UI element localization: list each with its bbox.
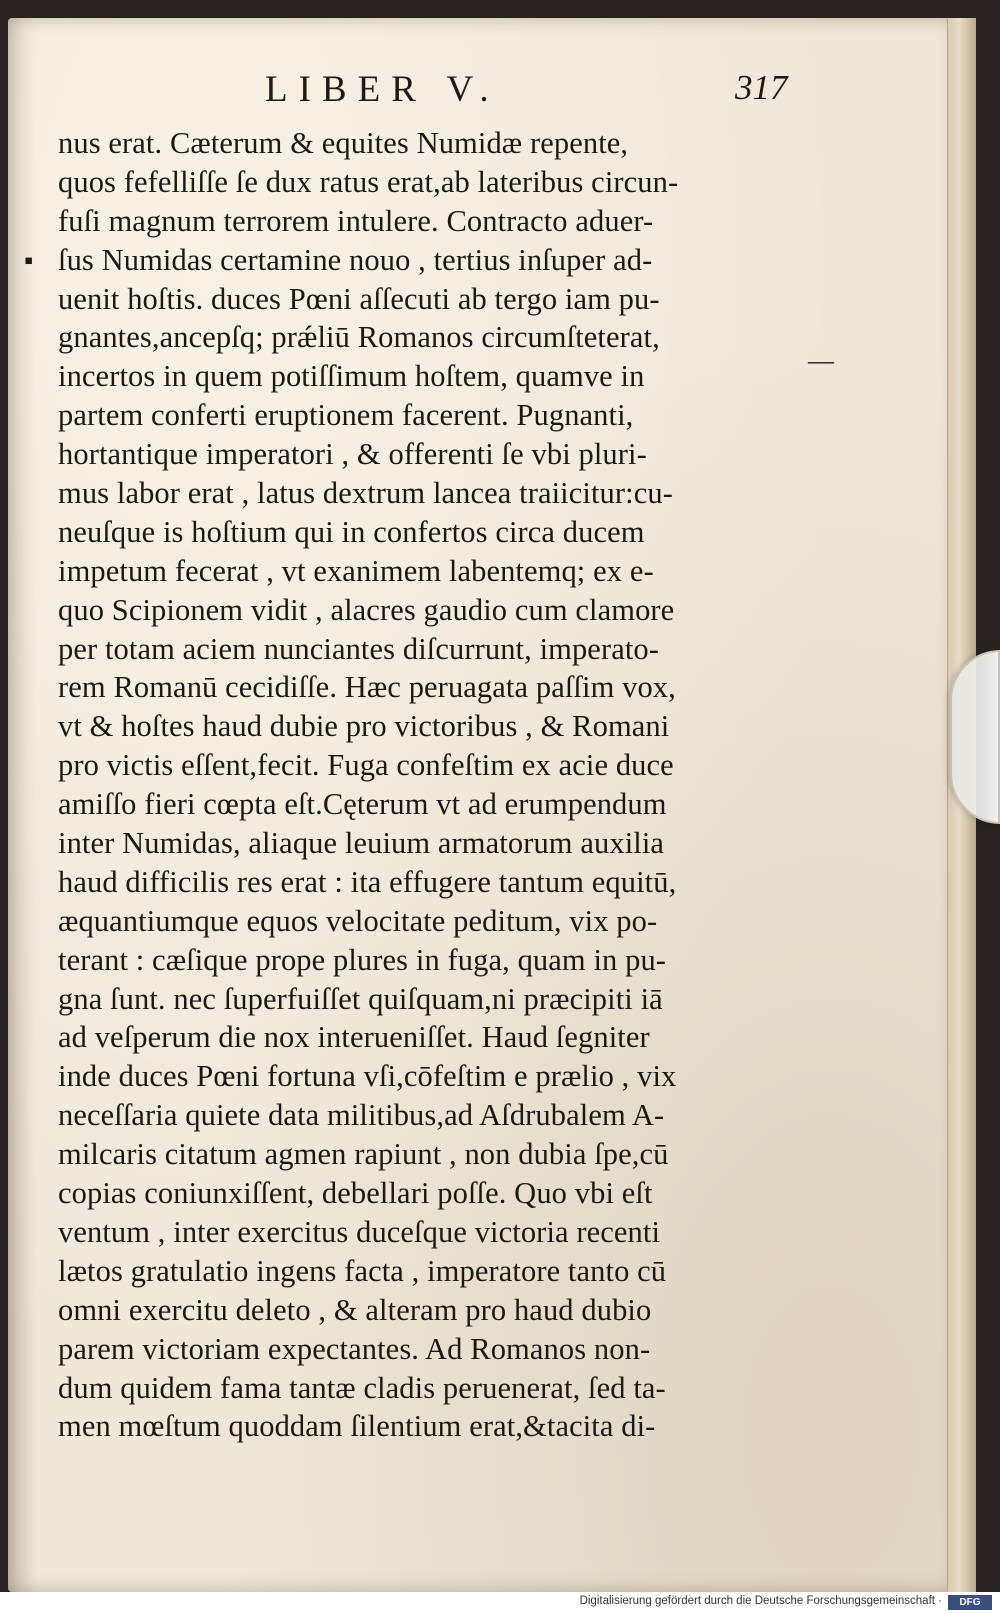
text-line: quo Scipionem vidit , alacres gaudio cum clamore — [58, 592, 675, 627]
page-number: 317 — [735, 68, 788, 107]
right-margin-mark: — — [808, 346, 834, 375]
text-line: impetum fecerat , vt exanimem labentemq; ex e- — [58, 553, 654, 588]
text-line: æquantiumque equos velocitate peditum, vix po- — [58, 903, 658, 938]
text-line: gnantes,ancepſq; prǽliū Romanos circumſteterat, — [58, 320, 660, 355]
body-text — [58, 124, 798, 1446]
text-line: hortantique imperatori , & offerenti ſe vbi pluri- — [58, 437, 647, 472]
text-line: gna ſunt. nec ſuperfuiſſet quiſquam,ni præcipiti iā — [58, 981, 663, 1016]
text-line: inde duces Pœni fortuna vſi,cōfeſtim e prælio , vix — [58, 1059, 677, 1094]
text-line: inter Numidas, aliaque leuium armatorum auxilia — [58, 826, 665, 861]
text-line: vt & hoſtes haud dubie pro victoribus , & Romani — [58, 709, 670, 744]
text-line: fuſi magnum terrorem intulere. Contracto aduer- — [58, 203, 654, 238]
text-line: neceſſaria quiete data militibus,ad Aſdrubalem A- — [58, 1098, 665, 1133]
text-line: partem conferti eruptionem facerent. Pugnanti, — [58, 398, 634, 433]
text-line: dum quidem fama tantæ cladis peruenerat, ſed ta- — [58, 1370, 666, 1405]
digitization-credit: Digitalisierung gefördert durch die Deutsche Forschungsgemeinschaft · — [579, 1595, 942, 1607]
text-line: amiſſo fieri cœpta eſt.Cęterum vt ad erumpendum — [58, 787, 667, 822]
text-line: terant : cæſique prope plures in fuga, quam in pu- — [58, 942, 667, 977]
text-line: men mœſtum quoddam ſilentium erat,&tacita di- — [58, 1409, 656, 1444]
text-line: ventum , inter exercitus duceſque victoria recenti — [58, 1214, 661, 1249]
text-line: parem victoriam expectantes. Ad Romanos non- — [58, 1331, 651, 1366]
left-margin-mark: ▪ — [24, 246, 34, 275]
text-line: rem Romanū cecidiſſe. Hæc peruagata paſſim vox, — [58, 670, 676, 705]
text-line: milcaris citatum agmen rapiunt , non dubia ſpe,cū — [58, 1137, 669, 1172]
page-tab-marker — [950, 650, 1000, 824]
text-line: uenit hoſtis. duces Pœni aſſecuti ab tergo iam pu- — [58, 281, 660, 316]
digitization-footer — [0, 1592, 1000, 1614]
text-line: haud difficilis res erat : ita effugere tantum equitū, — [58, 864, 677, 899]
text-line: quos fefelliſſe ſe dux ratus erat,ab lateribus circun- — [58, 164, 679, 199]
text-line: per totam aciem nunciantes diſcurrunt, imperato- — [58, 631, 660, 666]
text-line: pro victis eſſent,fecit. Fuga confeſtim ex acie duce — [58, 748, 674, 783]
text-line: ad veſperum die nox interueniſſet. Haud ſegniter — [58, 1020, 650, 1055]
text-line: ſus Numidas certamine nouo , tertius inſuper ad- — [58, 242, 653, 277]
text-line: neuſque is hoſtium qui in confertos circa ducem — [58, 514, 645, 549]
dfg-logo: DFG — [948, 1595, 992, 1610]
text-line: nus erat. Cæterum & equites Numidæ repente, — [58, 126, 629, 160]
text-line: copias coniunxiſſent, debellari poſſe. Quo vbi eſt — [58, 1176, 653, 1211]
running-head: LIBER V. — [265, 69, 500, 110]
text-line: lætos gratulatio ingens facta , imperatore tanto cū — [58, 1253, 667, 1288]
text-line: incertos in quem potiſſimum hoſtem, quamve in — [58, 359, 645, 394]
text-line: omni exercitu deleto , & alteram pro haud dubio — [58, 1292, 652, 1327]
text-line: mus labor erat , latus dextrum lancea traiicitur:cu- — [58, 476, 673, 511]
page-header — [265, 68, 825, 120]
